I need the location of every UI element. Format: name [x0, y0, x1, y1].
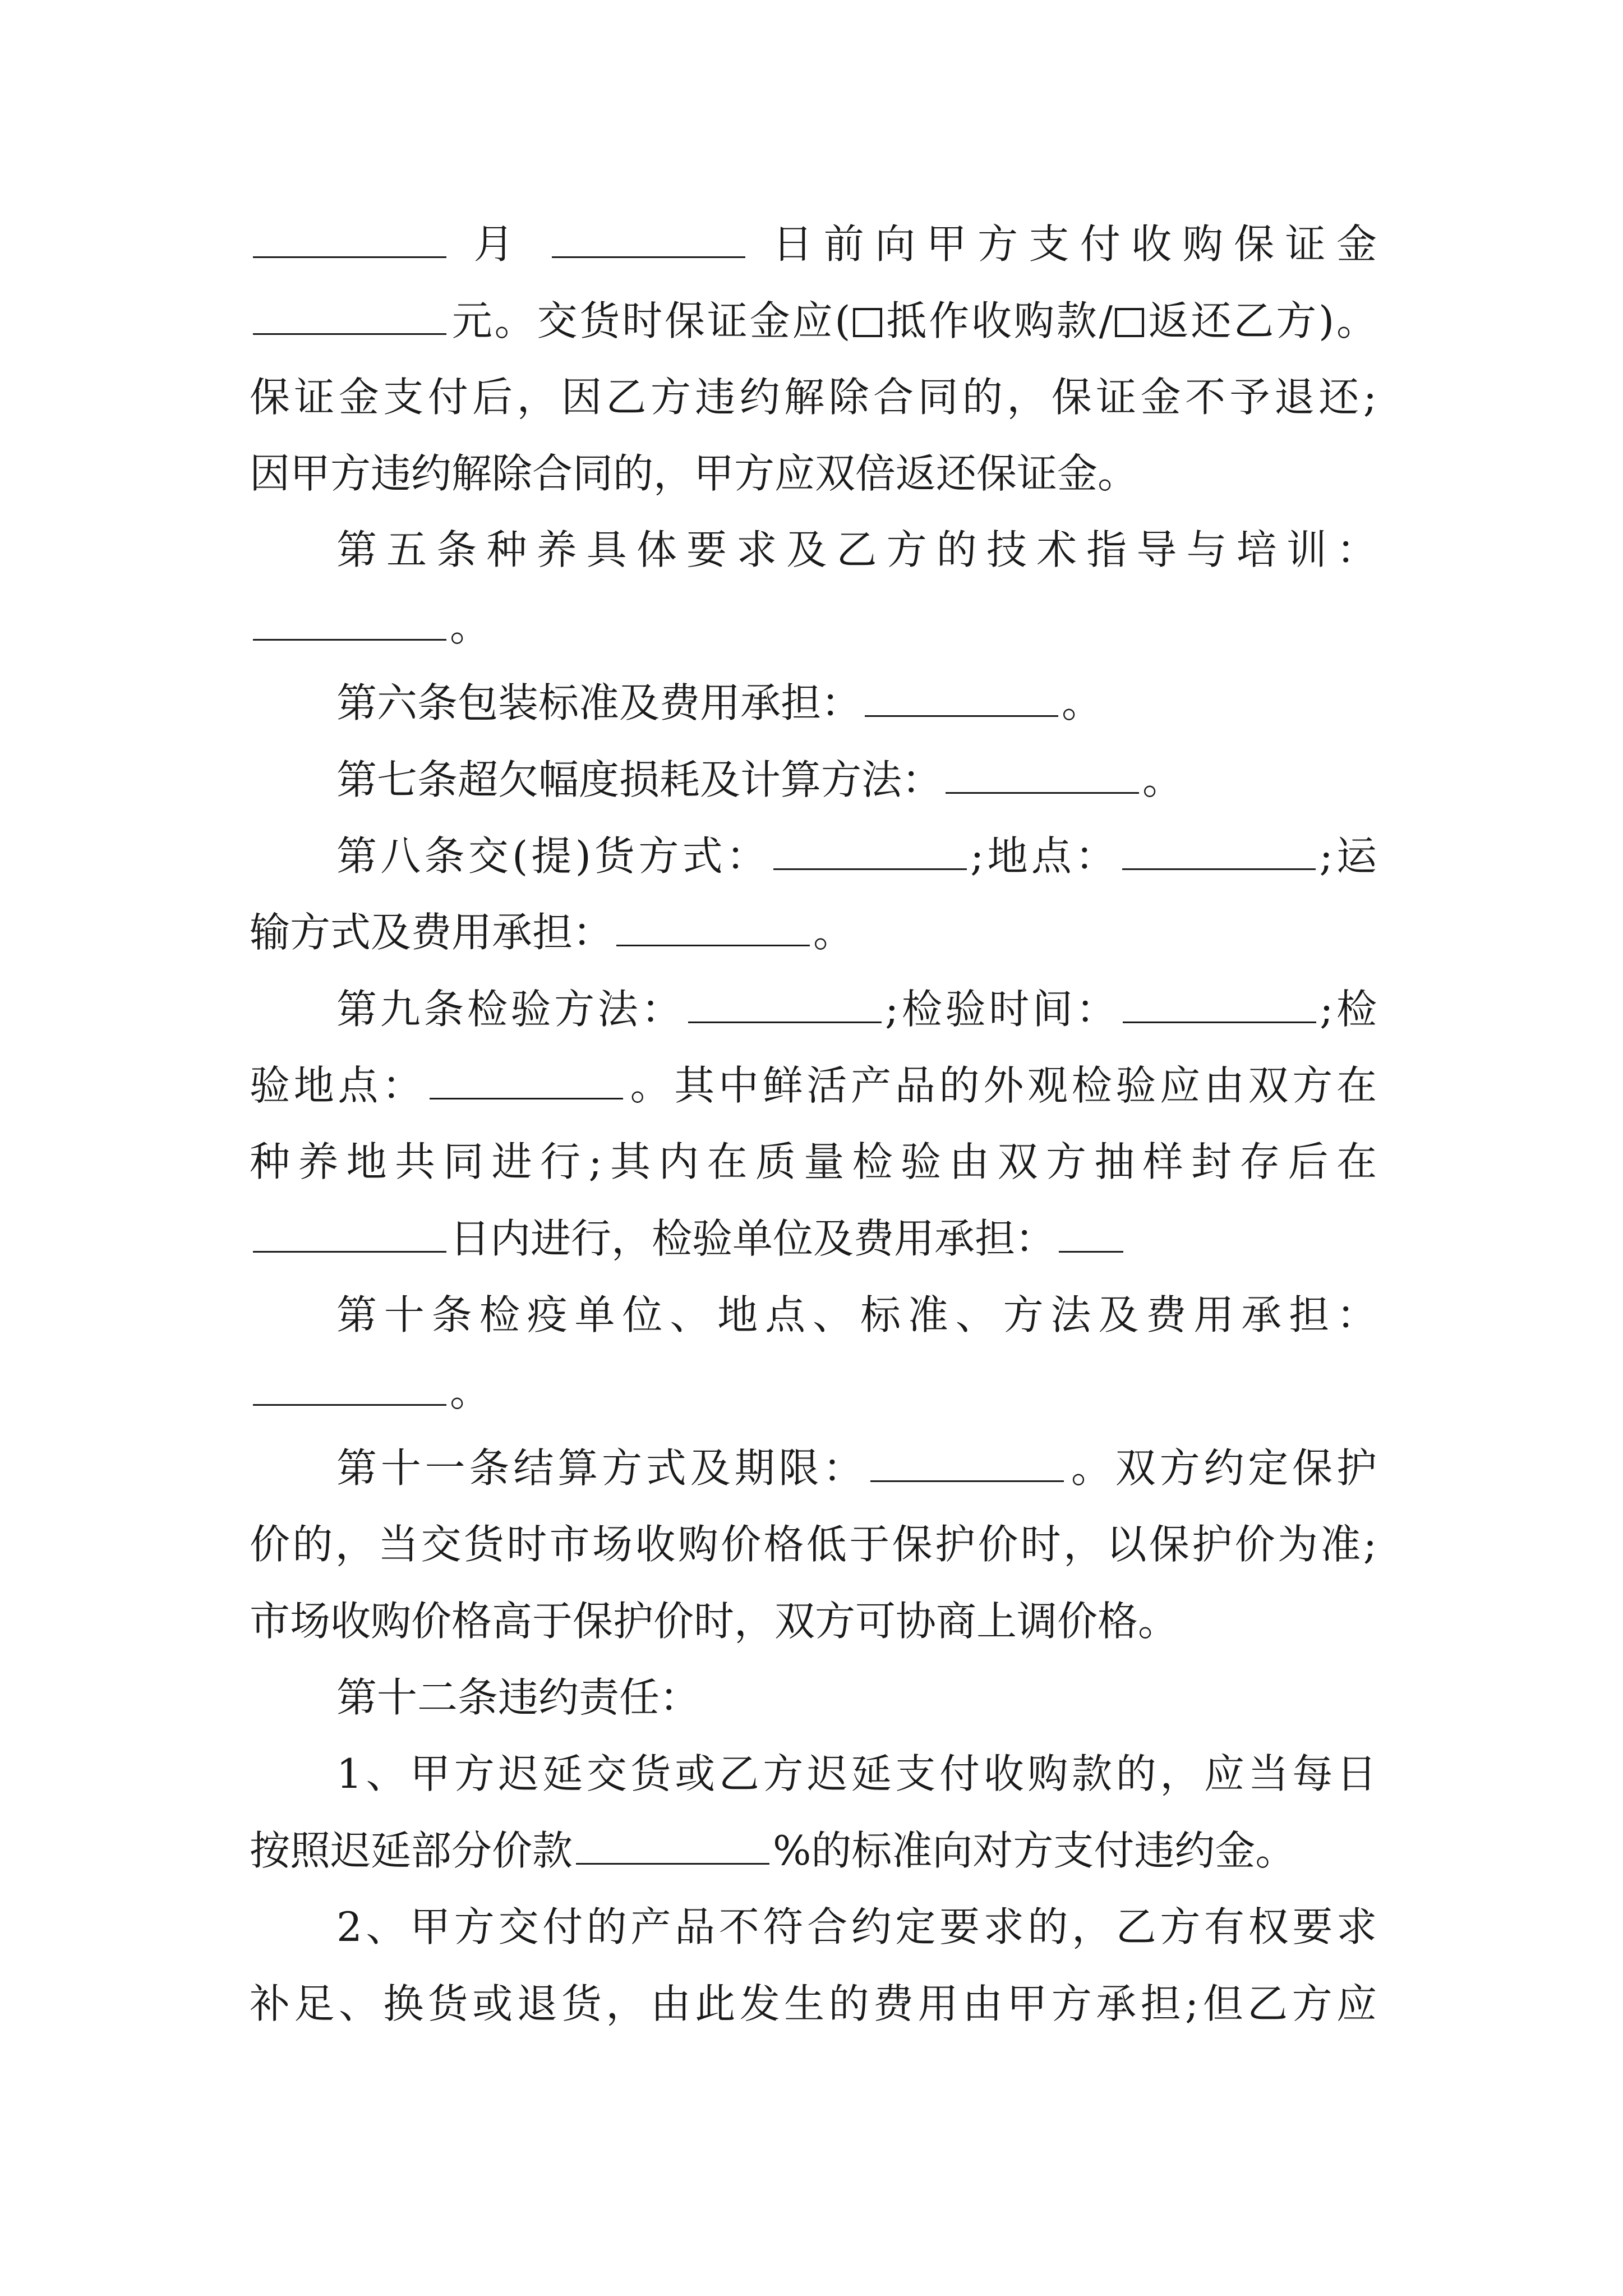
fill-blank [253, 638, 446, 641]
line-text: 第八条交(提)货方式： [336, 832, 771, 880]
fill-blank [688, 1021, 882, 1023]
paragraph-line [250, 1352, 1377, 1431]
paragraph-line [250, 1046, 1377, 1125]
line-text: %的标准向对方支付违约金。 [773, 1827, 1296, 1874]
paragraph-line: 价的，当交货时市场收购价格低于保护价时，以保护价为准; [250, 1521, 1377, 1568]
line-text: 抵作收购款/ [884, 297, 1113, 344]
line-text: 月 [473, 220, 525, 268]
line-text: 。 [1062, 679, 1103, 726]
fill-blank [865, 715, 1058, 717]
paragraph-line [250, 893, 1377, 972]
fill-blank [773, 868, 967, 870]
fill-blank [552, 256, 745, 258]
paragraph-line: 种养地共同进行;其内在质量检验由双方抽样封存后在 [250, 1138, 1377, 1185]
article-6 [336, 664, 1377, 742]
fill-blank [253, 256, 446, 258]
line-text: 第六条包装标准及费用承担： [336, 679, 862, 726]
line-text: 。 [1142, 756, 1183, 803]
article-9 [336, 970, 1377, 1048]
paragraph-line: 因甲方违约解除合同的，甲方应双倍返还保证金。 [250, 450, 1138, 497]
paragraph-line [250, 205, 1377, 283]
line-text: 。 [813, 909, 854, 956]
line-text: 日前向甲方支付收购保证金 [772, 220, 1377, 268]
line-text: 第七条超欠幅度损耗及计算方法： [336, 756, 943, 803]
article-10-heading: 第十条检疫单位、地点、标准、方法及费用承担： [336, 1291, 1377, 1338]
fill-blank [576, 1862, 769, 1865]
fill-blank [870, 1480, 1064, 1482]
checkbox-offset-payment[interactable] [853, 308, 882, 337]
line-text: 。 [450, 603, 491, 650]
line-text: ;检 [1320, 986, 1377, 1033]
line-text: 。其中鲜活产品的外观检验应由双方在 [626, 1062, 1377, 1109]
paragraph-line [250, 1811, 1377, 1890]
clause-1: 1、甲方迟延交货或乙方迟延支付收购款的，应当每日 [336, 1750, 1377, 1797]
paragraph-line: 补足、换货或退货，由此发生的费用由甲方承担;但乙方应 [250, 1980, 1377, 2027]
line-text: 按照迟延部分价款 [250, 1827, 573, 1874]
article-12-heading: 第十二条违约责任： [336, 1674, 700, 1721]
checkbox-refund[interactable] [1115, 308, 1144, 337]
fill-blank [430, 1097, 623, 1099]
line-text: 元。交货时保证金应( [450, 297, 851, 344]
fill-blank [253, 1250, 446, 1253]
paragraph-line: 保证金支付后，因乙方违约解除合同的，保证金不予退还; [250, 374, 1377, 421]
line-text: 第十一条结算方式及期限： [336, 1444, 868, 1492]
line-text: 第九条检验方法： [336, 986, 685, 1033]
paragraph-line [250, 282, 1377, 360]
fill-blank [1123, 1021, 1316, 1023]
line-text: 输方式及费用承担： [250, 909, 614, 956]
fill-blank [253, 1404, 446, 1406]
article-7 [336, 740, 1377, 819]
line-text: ;运 [1319, 832, 1377, 880]
line-text: ;检验时间： [885, 986, 1120, 1033]
article-5-heading: 第五条种养具体要求及乙方的技术指导与培训： [336, 526, 1377, 573]
fill-blank [946, 792, 1139, 794]
paragraph-line: 市场收购价格高于保护价时，双方可协商上调价格。 [250, 1598, 1179, 1645]
fill-blank [253, 333, 446, 335]
line-text: 验地点： [250, 1062, 426, 1109]
line-text: 日内进行，检验单位及费用承担： [450, 1215, 1056, 1262]
clause-2: 2、甲方交付的产品不符合约定要求的，乙方有权要求 [336, 1903, 1377, 1950]
paragraph-line [250, 1199, 1377, 1278]
fill-blank [1122, 868, 1316, 870]
article-11 [336, 1429, 1377, 1507]
line-text: 。双方约定保护 [1067, 1444, 1377, 1492]
line-text: 返还乙方)。 [1146, 297, 1377, 344]
line-text: ;地点： [970, 832, 1119, 880]
line-text: 。 [450, 1368, 491, 1415]
paragraph-line [250, 587, 1377, 666]
fill-blank [616, 944, 810, 946]
fill-blank [1059, 1250, 1123, 1253]
article-8 [336, 817, 1377, 895]
